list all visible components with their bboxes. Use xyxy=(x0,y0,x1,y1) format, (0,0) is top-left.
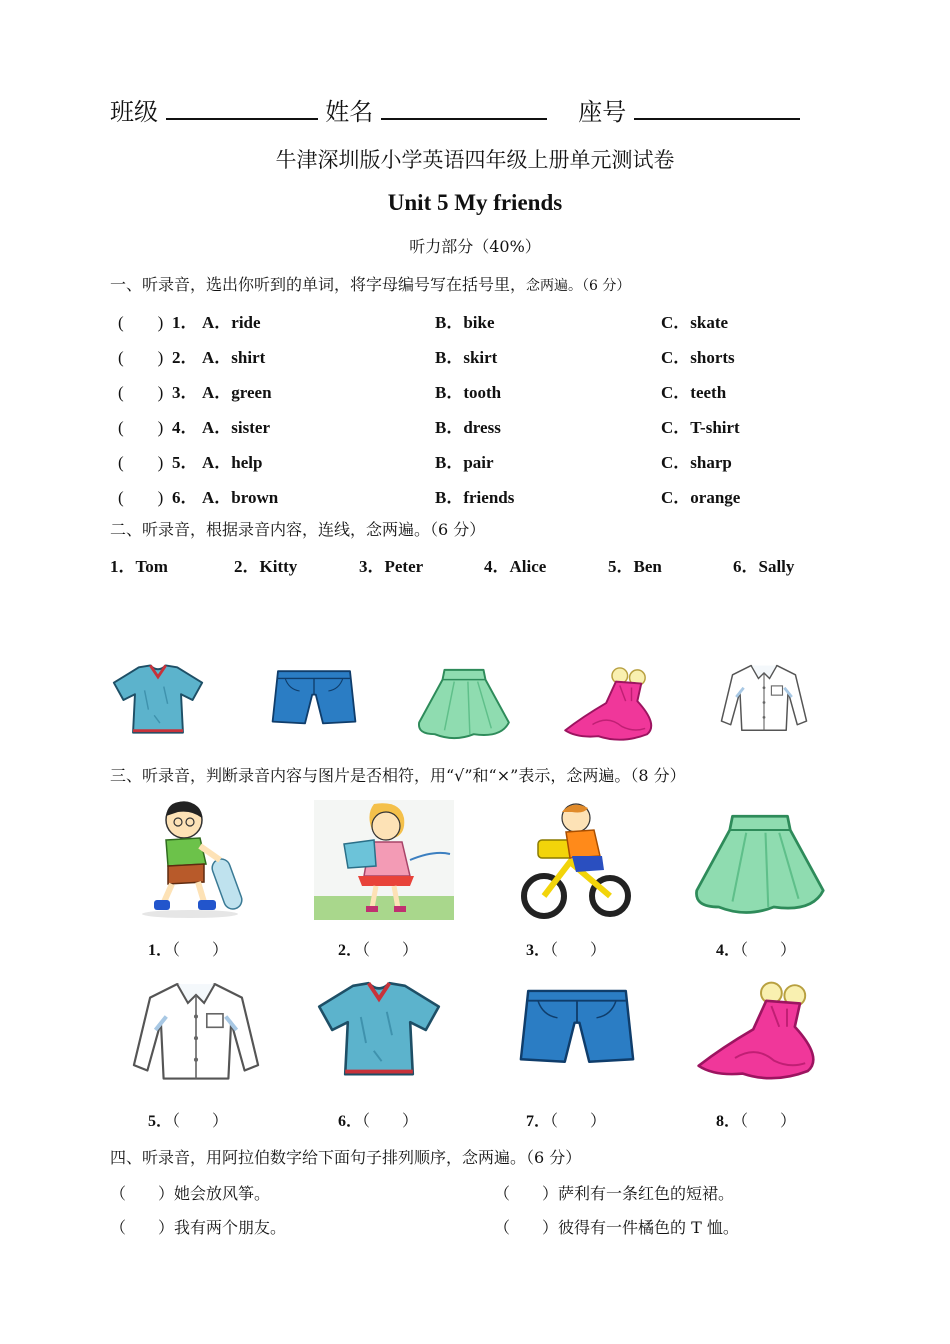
skirt-image xyxy=(688,808,832,918)
answer-paren[interactable]: ( ) xyxy=(118,348,164,367)
skirt-image xyxy=(412,664,516,742)
section3-heading: 三、听录音，判断录音内容与图片是否相符，用“√”和“×”表示，念两遍。（8 分） xyxy=(110,766,686,785)
option-a: A．sister xyxy=(202,418,270,437)
question-number: 4． xyxy=(172,418,198,437)
name-item: 3．Peter xyxy=(359,557,424,576)
order-item xyxy=(494,1181,734,1204)
names-row xyxy=(110,552,850,578)
seat-blank[interactable] xyxy=(634,96,800,120)
name-item: 6．Sally xyxy=(733,557,795,576)
question-number: 1． xyxy=(172,313,198,332)
student-info-line xyxy=(110,92,800,127)
dress-image xyxy=(692,980,830,1084)
caption-number: 4． xyxy=(716,942,741,959)
class-label: 班级 xyxy=(110,98,158,126)
section4-heading: 四、听录音，用阿拉伯数字给下面句子排列顺序，念两遍。（6 分） xyxy=(110,1148,582,1167)
name-item: 2．Kitty xyxy=(234,557,298,576)
tshirt-image xyxy=(110,660,206,740)
shorts-image xyxy=(516,980,638,1080)
question-number: 2． xyxy=(172,348,198,367)
option-a: A．brown xyxy=(202,488,279,507)
caption-number: 2． xyxy=(338,942,363,959)
answer-paren[interactable]: （ ） xyxy=(172,1113,229,1130)
option-a: A．help xyxy=(202,453,263,472)
option-b: B．bike xyxy=(435,313,495,332)
answer-paren[interactable]: （ ） xyxy=(362,942,419,959)
caption-number: 3． xyxy=(526,942,551,959)
class-blank[interactable] xyxy=(166,96,318,120)
exam-title: 牛津深圳版小学英语四年级上册单元测试卷 xyxy=(275,148,675,172)
option-c: C．orange xyxy=(661,488,741,507)
listening-subtitle: 听力部分（40%） xyxy=(409,237,541,256)
option-a: A．shirt xyxy=(202,348,266,367)
answer-paren[interactable]: （ ） xyxy=(740,1113,797,1130)
shorts-image xyxy=(268,664,360,736)
caption-5 xyxy=(148,1108,228,1131)
order-sentence: 她会放风筝。 xyxy=(174,1184,271,1203)
unit-title: Unit 5 My friends xyxy=(387,190,563,215)
boy-bike-image xyxy=(514,800,636,922)
caption-number: 6． xyxy=(338,1113,363,1130)
option-c: C．sharp xyxy=(661,453,732,472)
question-row xyxy=(110,483,870,513)
section2-heading: 二、听录音，根据录音内容，连线，念两遍。（6 分） xyxy=(110,520,486,539)
dress-image xyxy=(560,666,664,744)
question-row xyxy=(110,448,870,478)
order-sentence: 彼得有一件橘色的 T 恤。 xyxy=(558,1218,739,1237)
caption-6 xyxy=(338,1108,418,1131)
caption-8 xyxy=(716,1108,796,1131)
answer-paren[interactable]: （ ） xyxy=(110,1184,175,1203)
caption-number: 5． xyxy=(148,1113,173,1130)
name-label: 姓名 xyxy=(325,98,374,126)
question-row xyxy=(110,378,870,408)
name-item: 1．Tom xyxy=(110,557,168,576)
order-sentence: 我有两个朋友。 xyxy=(174,1218,287,1237)
answer-paren[interactable]: ( ) xyxy=(118,383,164,402)
caption-number: 7． xyxy=(526,1113,551,1130)
option-b: B．skirt xyxy=(435,348,498,367)
answer-paren[interactable]: ( ) xyxy=(118,313,164,332)
answer-paren[interactable]: （ ） xyxy=(110,1218,175,1237)
section1-heading-text: 一、听录音，选出你听到的单词，将字母编号写在括号里， xyxy=(110,275,527,294)
option-b: B．dress xyxy=(435,418,501,437)
order-item xyxy=(494,1215,739,1238)
boy-skateboard-image xyxy=(128,798,258,920)
question-number: 6． xyxy=(172,488,198,507)
caption-7 xyxy=(526,1108,606,1131)
option-b: B．pair xyxy=(435,453,494,472)
question-row xyxy=(110,308,870,338)
caption-1 xyxy=(148,937,228,960)
option-b: B．tooth xyxy=(435,383,502,402)
question-number: 3． xyxy=(172,383,198,402)
answer-paren[interactable]: （ ） xyxy=(494,1184,559,1203)
option-a: A．ride xyxy=(202,313,261,332)
question-number: 5． xyxy=(172,453,198,472)
answer-paren[interactable]: ( ) xyxy=(118,488,164,507)
section1-heading xyxy=(110,272,630,295)
question-row xyxy=(110,343,870,373)
name-item: 4．Alice xyxy=(484,557,547,576)
option-c: C．skate xyxy=(661,313,729,332)
answer-paren[interactable]: （ ） xyxy=(550,942,607,959)
shirt-image xyxy=(124,976,268,1084)
section1-heading-tail: 念两遍。（6 分） xyxy=(526,278,631,294)
option-c: C．T-shirt xyxy=(661,418,740,437)
answer-paren[interactable]: ( ) xyxy=(118,418,164,437)
answer-paren[interactable]: （ ） xyxy=(362,1113,419,1130)
tshirt-image xyxy=(314,972,444,1088)
girl-kite-image xyxy=(314,800,454,920)
answer-paren[interactable]: （ ） xyxy=(550,1113,607,1130)
answer-paren[interactable]: （ ） xyxy=(494,1218,559,1237)
answer-paren[interactable]: （ ） xyxy=(172,942,229,959)
answer-paren[interactable]: ( ) xyxy=(118,453,164,472)
order-sentence: 萨利有一条红色的短裙。 xyxy=(558,1184,735,1203)
caption-3 xyxy=(526,937,606,960)
caption-4 xyxy=(716,937,796,960)
order-item xyxy=(110,1181,270,1204)
option-c: C．teeth xyxy=(661,383,727,402)
caption-number: 1． xyxy=(148,942,173,959)
order-item xyxy=(110,1215,286,1238)
name-blank[interactable] xyxy=(381,96,547,120)
option-a: A．green xyxy=(202,383,272,402)
caption-2 xyxy=(338,937,418,960)
question-row xyxy=(110,413,870,443)
name-item: 5．Ben xyxy=(608,557,662,576)
answer-paren[interactable]: （ ） xyxy=(740,942,797,959)
seat-label: 座号 xyxy=(578,98,627,126)
option-b: B．friends xyxy=(435,488,515,507)
option-c: C．shorts xyxy=(661,348,735,367)
shirt-image xyxy=(708,660,820,734)
caption-number: 8． xyxy=(716,1113,741,1130)
